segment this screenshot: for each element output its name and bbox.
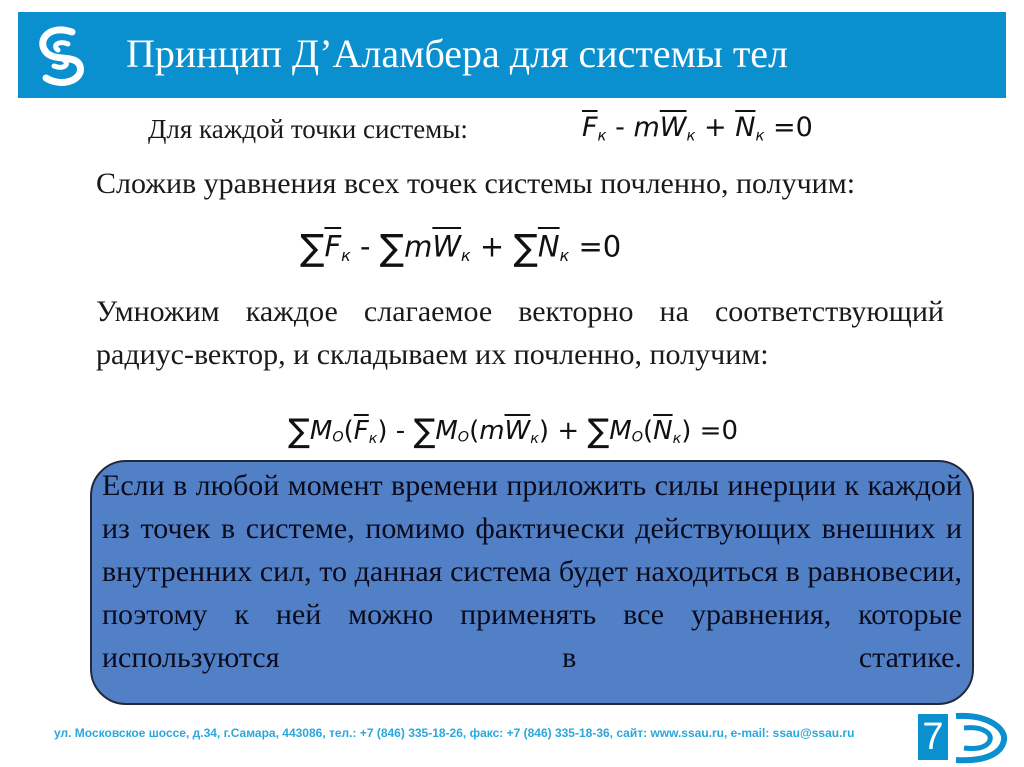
equation-point: $\overline{F}_к - m\overline{W}_к + \overline{N}_к =0$ (582, 112, 813, 145)
footer-address: ул. Московское шоссе, д.34, г.Самара, 443086, тел.: +7 (846) 335-18-26, факс: +7 (846) 335-18-36, сайт: www.ssau.ru, e-mail: ssau@ssau.ru (54, 726, 855, 740)
page-number: 7 (918, 714, 948, 760)
intro-text: Для каждой точки системы: (148, 114, 468, 144)
paragraph-sum: Сложив уравнения всех точек системы почленно, получим: (96, 167, 856, 200)
conclusion-box (90, 460, 974, 705)
ssau-emblem-icon (950, 712, 1010, 764)
equation-sum: $\sum\overline{F}_к - \sum m\overline{W}_к + \sum\overline{N}_к =0$ (300, 226, 622, 269)
conclusion-text: Если в любой момент времени приложить силы инерции к каждой из точек в системе, помимо фактически действующих внешних и внутренних сил, то данная система будет находиться в равновесии, поэтому к ней можно применять все уравнения, которые используются в статике. (102, 469, 962, 674)
equation-moment: $\sum MO(\overline{F}_к) - \sum MO(m\overline{W}_к) + \sum MO(\overline{N}_к) =0$ (288, 412, 738, 450)
paragraph-moment: Умножим каждое слагаемое векторно на соответствующий радиус-вектор, и складываем их почленно, получим: (96, 295, 944, 371)
slide-header (18, 12, 1006, 98)
page-title: Принцип Д’Аламбера для системы тел (126, 31, 789, 76)
ssau-logo-icon (32, 22, 90, 88)
